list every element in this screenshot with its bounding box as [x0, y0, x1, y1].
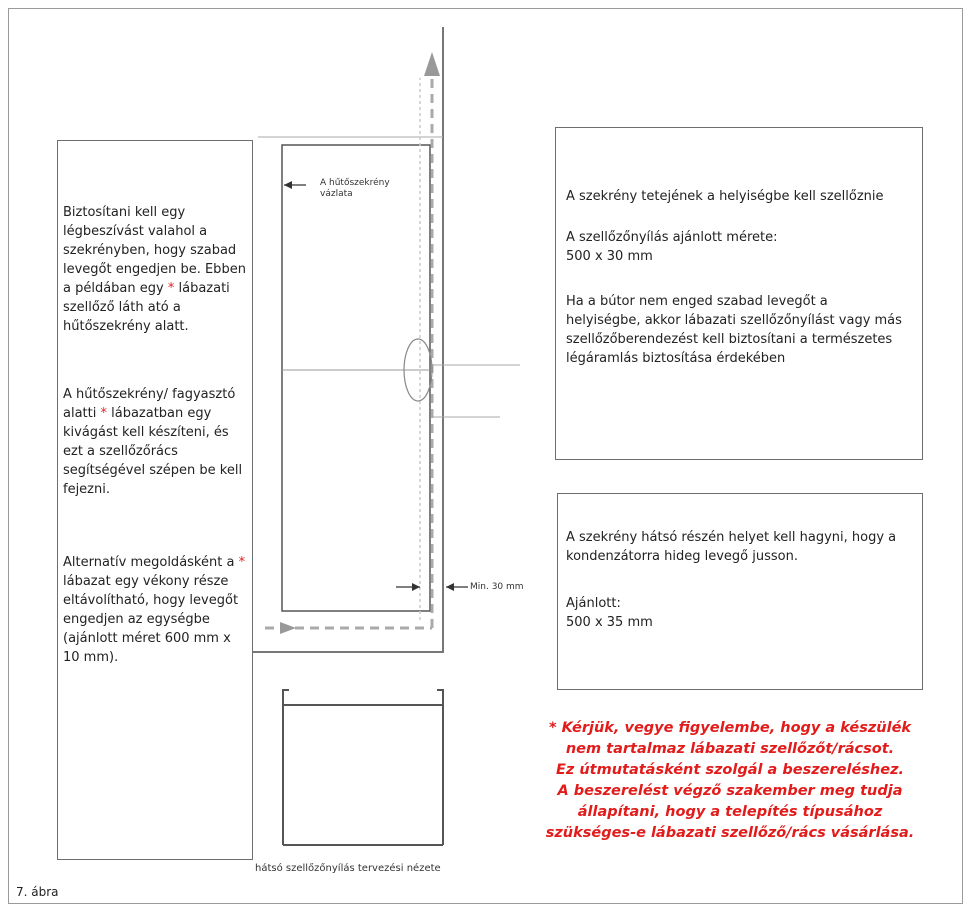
right-bottom-line-3: 500 x 35 mm: [566, 615, 653, 630]
right-bottom-line-2: Ajánlott:: [566, 596, 621, 611]
right-bottom-info-box: [557, 493, 923, 690]
left-p1-text-b: lábazati szellőző láth ató a hűtőszekrény alatt.: [63, 281, 230, 334]
asterisk-mark: *: [167, 281, 175, 296]
gap-arrowhead-left: [412, 583, 420, 591]
note-line-5: állapítani, hogy a telepítés típusához: [577, 804, 883, 820]
left-p2-text-b: lábazatban egy kivágást kell készíteni, és ezt a szellőzőrács segítségével szépen be kell fejezni.: [63, 406, 243, 497]
fridge-sketch-label: A hűtőszekrény vázlata: [320, 178, 390, 199]
note-line-3: Ez útmutatásként szolgál a beszereléshez.: [555, 762, 905, 778]
asterisk-mark: *: [238, 555, 246, 570]
airflow-bottom-arrowhead: [280, 622, 296, 634]
installer-note: [530, 718, 930, 844]
left-p2-text-a: A hűtőszekrény/ fagyasztó alatti: [63, 387, 236, 421]
right-top-line-2: A szellőzőnyílás ajánlott mérete:: [566, 230, 778, 245]
left-paragraph-1: [63, 203, 248, 336]
note-line-6: szükséges-e lábazati szellőző/rács vásárlása.: [545, 825, 915, 841]
min-gap-label: Min. 30 mm: [470, 582, 524, 592]
note-line-2: nem tartalmaz lábazati szellőzőt/rácsot.: [565, 741, 895, 757]
right-top-line-1: A szekrény tetejének a helyiségbe kell szellőznie: [566, 189, 884, 204]
plinth-right-side: [437, 690, 443, 845]
left-paragraph-3: [63, 553, 248, 667]
fridge-outline: [282, 145, 430, 611]
fridge-label-arrowhead: [284, 181, 292, 189]
left-paragraph-2: [63, 385, 248, 499]
note-line-4: A beszerelést végző szakember meg tudja: [557, 783, 903, 799]
left-p1-text-a: Biztosítani kell egy légbeszívást valahol a szekrényben, hogy szabad levegőt engedjen be. Ebben a példában egy: [63, 205, 246, 296]
note-line-1: * Kérjük, vegye figyelembe, hogy a készülék: [548, 720, 912, 736]
airflow-up-arrowhead: [424, 52, 440, 76]
right-top-line-4: Ha a bútor nem enged szabad levegőt a helyiségbe, akkor lábazati szellőzőnyílást vagy más szellőzőberendezést kell biztosítani a természetes légáramlás biztosítása érdekében: [566, 294, 902, 366]
right-top-line-3: 500 x 30 mm: [566, 249, 653, 264]
gap-arrowhead-right: [446, 583, 454, 591]
plan-view-caption: hátsó szellőzőnyílás tervezési nézete: [255, 863, 441, 874]
right-bottom-line-1: A szekrény hátsó részén helyet kell hagyni, hogy a kondenzátorra hideg levegő jusson.: [566, 530, 897, 564]
figure-label: 7. ábra: [16, 885, 59, 899]
plinth-left-side: [283, 690, 289, 845]
left-p3-text-a: Alternatív megoldásként a: [63, 555, 239, 570]
left-p3-text-b: lábazat egy vékony része eltávolítható, hogy levegőt engedjen az egységbe (ajánlott méret 600 mm x 10 mm).: [63, 574, 239, 665]
asterisk-mark: *: [100, 406, 107, 421]
